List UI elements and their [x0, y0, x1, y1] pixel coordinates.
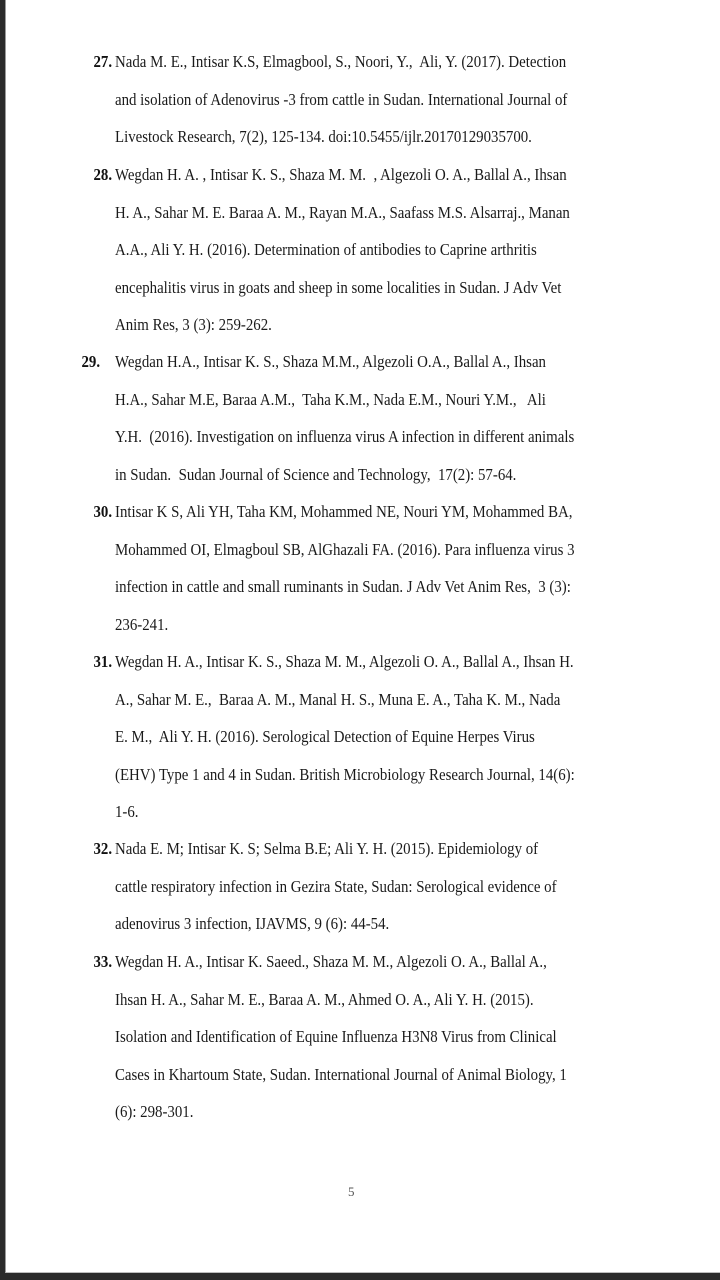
reference-line: Wegdan H. A., Intisar K. S., Shaza M. M., Algezoli O. A., Ballal A., Ihsan H. — [115, 652, 574, 671]
reference-line: H.A., Sahar M.E, Baraa A.M., Taha K.M., Nada E.M., Nouri Y.M., Ali — [115, 389, 546, 409]
reference-line: Wegdan H. A., Intisar K. Saeed., Shaza M. M., Algezoli O. A., Ballal A., — [115, 952, 547, 971]
reference-line: A.A., Ali Y. H. (2016). Determination of antibodies to Caprine arthritis — [115, 240, 537, 259]
reference-line: Y.H. (2016). Investigation on influenza virus A infection in different animals — [115, 427, 575, 446]
page-number: 5 — [348, 1184, 355, 1199]
document-page — [5, 0, 720, 1273]
reference-item — [93, 943, 645, 1131]
reference-line: Wegdan H. A. , Intisar K. S., Shaza M. M. , Algezoli O. A., Ballal A., Ihsan — [115, 165, 567, 184]
reference-item — [93, 493, 645, 643]
reference-item — [93, 643, 645, 831]
reference-line: 1-6. — [115, 802, 139, 821]
reference-number: 32. — [93, 839, 113, 858]
reference-line: Mohammed OI, Elmagboul SB, AlGhazali FA. (2016). Para influenza virus 3 — [115, 539, 575, 559]
reference-line: Nada E. M; Intisar K. S; Selma B.E; Ali Y. H. (2015). Epidemiology of — [115, 839, 539, 858]
reference-line: adenovirus 3 infection, IJAVMS, 9 (6): 44-54. — [115, 914, 390, 933]
reference-line: Cases in Khartoum State, Sudan. International Journal of Animal Biology, 1 — [115, 1064, 567, 1084]
reference-line: E. M., Ali Y. H. (2016). Serological Detection of Equine Herpes Virus — [115, 727, 535, 746]
reference-number: 31. — [93, 652, 113, 671]
reference-line: infection in cattle and small ruminants in Sudan. J Adv Vet Anim Res, 3 (3): — [115, 577, 571, 596]
reference-line: Nada M. E., Intisar K.S, Elmagbool, S., Noori, Y., Ali, Y. (2017). Detection — [115, 52, 567, 71]
reference-number: 29. — [81, 352, 101, 371]
reference-item — [93, 830, 645, 943]
reference-number: 28. — [93, 165, 113, 184]
reference-line: cattle respiratory infection in Gezira State, Sudan: Serological evidence of — [115, 876, 557, 896]
reference-line: encephalitis virus in goats and sheep in some localities in Sudan. J Adv Vet — [115, 277, 562, 297]
reference-number: 27. — [93, 52, 113, 71]
reference-line: Wegdan H.A., Intisar K. S., Shaza M.M., Algezoli O.A., Ballal A., Ihsan — [115, 352, 546, 371]
reference-line: Isolation and Identification of Equine Influenza H3N8 Virus from Clinical — [115, 1027, 557, 1046]
reference-line: A., Sahar M. E., Baraa A. M., Manal H. S., Muna E. A., Taha K. M., Nada — [115, 689, 561, 709]
reference-line: Livestock Research, 7(2), 125-134. doi:10.5455/ijlr.20170129035700. — [115, 127, 532, 146]
reference-line: 236-241. — [115, 614, 169, 634]
reference-line: Anim Res, 3 (3): 259-262. — [115, 315, 272, 334]
reference-item — [93, 43, 645, 156]
reference-line: (6): 298-301. — [115, 1102, 194, 1121]
reference-line: and isolation of Adenovirus -3 from cattle in Sudan. International Journal of — [115, 89, 568, 109]
reference-item — [81, 343, 645, 493]
reference-line: (EHV) Type 1 and 4 in Sudan. British Microbiology Research Journal, 14(6): — [115, 764, 575, 784]
reference-line: in Sudan. Sudan Journal of Science and Technology, 17(2): 57-64. — [115, 464, 517, 484]
reference-number: 30. — [93, 502, 113, 521]
reference-line: Ihsan H. A., Sahar M. E., Baraa A. M., Ahmed O. A., Ali Y. H. (2015). — [115, 989, 534, 1009]
reference-item — [93, 156, 645, 344]
reference-line: H. A., Sahar M. E. Baraa A. M., Rayan M.A., Saafass M.S. Alsarraj., Manan — [115, 202, 570, 222]
reference-number: 33. — [93, 952, 113, 971]
reference-line: Intisar K S, Ali YH, Taha KM, Mohammed NE, Nouri YM, Mohammed BA, — [115, 502, 573, 521]
